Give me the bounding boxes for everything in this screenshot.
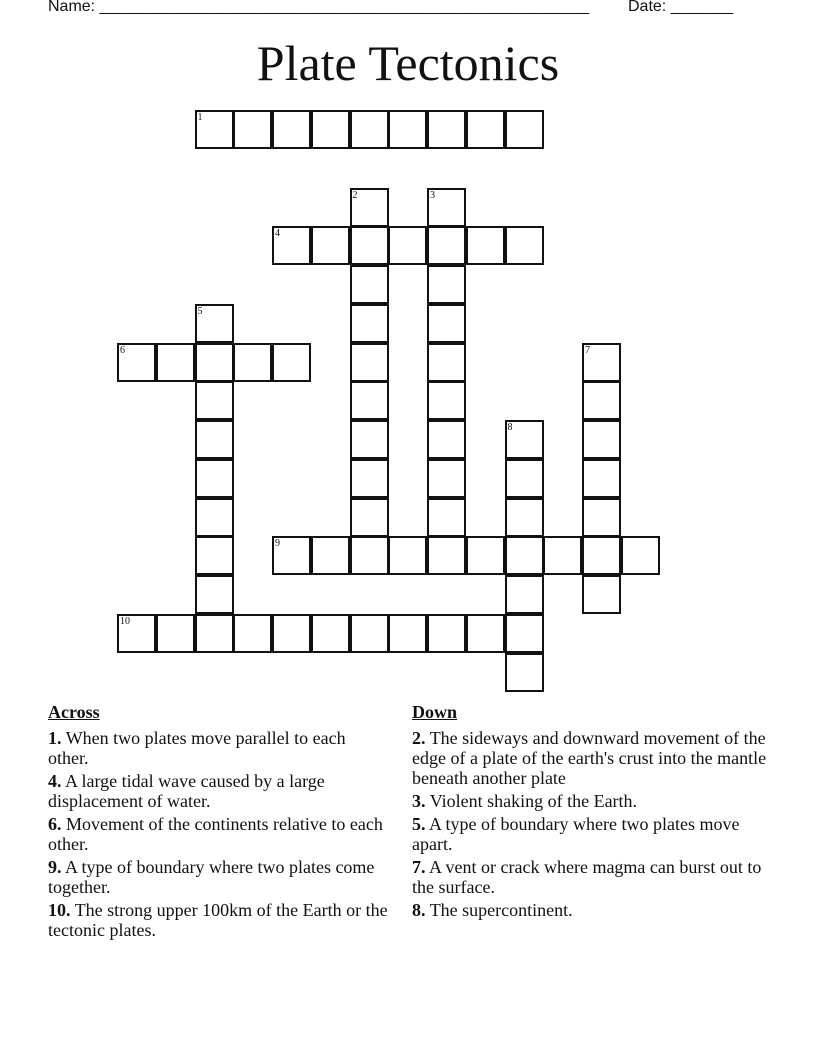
crossword-cell[interactable]	[505, 536, 544, 575]
across-clue	[48, 728, 388, 768]
crossword-cell[interactable]	[582, 498, 621, 537]
cell-number: 2	[352, 189, 358, 201]
crossword-cell[interactable]	[427, 304, 466, 343]
across-clue	[48, 857, 388, 897]
crossword-cell[interactable]	[505, 420, 544, 459]
clue-number: 5.	[412, 814, 426, 834]
crossword-cell[interactable]	[466, 614, 505, 653]
crossword-cell[interactable]	[311, 110, 350, 149]
crossword-cell[interactable]	[427, 381, 466, 420]
crossword-cell[interactable]	[427, 188, 466, 227]
crossword-cell[interactable]	[388, 226, 427, 265]
crossword-cell[interactable]	[195, 614, 234, 653]
crossword-cell[interactable]	[350, 498, 389, 537]
crossword-cell[interactable]	[427, 265, 466, 304]
cell-number: 1	[197, 112, 203, 123]
down-heading: Down	[412, 702, 458, 722]
crossword-cell[interactable]	[117, 343, 156, 382]
down-clue	[412, 814, 772, 854]
crossword-cell[interactable]	[272, 343, 311, 382]
cell-number: 5	[197, 305, 203, 317]
across-heading: Across	[48, 702, 100, 722]
crossword-cell[interactable]	[388, 614, 427, 653]
crossword-cell[interactable]	[427, 226, 466, 265]
crossword-cell[interactable]	[427, 343, 466, 382]
crossword-cell[interactable]	[621, 536, 660, 575]
crossword-cell[interactable]	[272, 226, 311, 265]
crossword-cell[interactable]	[582, 575, 621, 614]
clue-number: 1.	[48, 728, 62, 748]
crossword-cell[interactable]	[233, 110, 272, 149]
crossword-cell[interactable]	[427, 498, 466, 537]
crossword-cell[interactable]	[427, 110, 466, 149]
crossword-cell[interactable]	[311, 226, 350, 265]
cell-number: 10	[120, 615, 130, 627]
crossword-cell[interactable]	[388, 536, 427, 575]
across-clue	[48, 771, 388, 811]
clue-text: When two plates move parallel to each other.	[48, 728, 346, 768]
crossword-cell[interactable]	[505, 226, 544, 265]
cell-number: 8	[507, 422, 513, 433]
clue-number: 6.	[48, 814, 62, 834]
crossword-cell[interactable]	[233, 343, 272, 382]
clue-number: 4.	[48, 771, 62, 791]
cell-number: 3	[430, 189, 435, 201]
down-clue	[412, 728, 772, 788]
crossword-cell[interactable]	[505, 459, 544, 498]
page-title: Plate Tectonics	[256, 35, 560, 91]
crossword-cell[interactable]	[582, 459, 621, 498]
crossword-cell[interactable]	[272, 614, 311, 653]
crossword-cell[interactable]	[195, 110, 234, 149]
crossword-cell[interactable]	[427, 614, 466, 653]
crossword-cell[interactable]	[195, 381, 234, 420]
cell-number: 4	[275, 228, 280, 240]
crossword-cell[interactable]	[350, 420, 389, 459]
across-clue	[48, 814, 388, 854]
crossword-cell[interactable]	[350, 381, 389, 420]
crossword-cell[interactable]	[311, 536, 350, 575]
crossword-cell[interactable]	[466, 226, 505, 265]
crossword-cell[interactable]	[582, 381, 621, 420]
crossword-cell[interactable]	[582, 420, 621, 459]
crossword-cell[interactable]	[311, 614, 350, 653]
clue-text: Violent shaking of the Earth.	[429, 791, 638, 811]
crossword-cell[interactable]	[582, 343, 621, 382]
crossword-cell[interactable]	[505, 575, 544, 614]
crossword-cell[interactable]	[195, 420, 234, 459]
clue-number: 10.	[48, 900, 71, 920]
cell-number: 6	[120, 344, 125, 356]
crossword-cell[interactable]	[388, 110, 427, 149]
crossword-cell[interactable]	[505, 653, 544, 692]
crossword-cell[interactable]	[505, 498, 544, 537]
crossword-cell[interactable]	[505, 110, 544, 149]
clue-text: A vent or crack where magma can burst out to the surface.	[412, 857, 762, 897]
crossword-cell[interactable]	[582, 536, 621, 575]
cell-number: 7	[585, 344, 590, 356]
cell-number: 9	[275, 538, 280, 550]
crossword-cell[interactable]	[350, 110, 389, 149]
crossword-cell[interactable]	[350, 536, 389, 575]
clue-text: The strong upper 100km of the Earth or the tectonic plates.	[48, 900, 388, 940]
crossword-cell[interactable]	[350, 265, 389, 304]
clue-text: The supercontinent.	[429, 900, 573, 920]
clue-number: 9.	[48, 857, 62, 877]
down-clues	[412, 702, 772, 923]
crossword-cell[interactable]	[233, 614, 272, 653]
clue-number: 2.	[412, 728, 426, 748]
across-clue	[48, 900, 388, 940]
crossword-cell[interactable]	[195, 498, 234, 537]
clue-text: The sideways and downward movement of the edge of a plate of the earth's crust into the mantle beneath another plate	[412, 728, 767, 788]
crossword-cell[interactable]	[272, 110, 311, 149]
date-field-label: Date: _______	[628, 0, 733, 15]
crossword-cell[interactable]	[195, 575, 234, 614]
clue-number: 7.	[412, 857, 426, 877]
clue-text: Movement of the continents relative to each other.	[48, 814, 383, 854]
crossword-cell[interactable]	[466, 110, 505, 149]
crossword-cell[interactable]	[195, 343, 234, 382]
crossword-cell[interactable]	[117, 614, 156, 653]
crossword-cell[interactable]	[350, 226, 389, 265]
across-clues	[48, 702, 388, 943]
clue-text: A large tidal wave caused by a large displacement of water.	[48, 771, 325, 811]
crossword-cell[interactable]	[543, 536, 582, 575]
crossword-cell[interactable]	[350, 343, 389, 382]
down-clue	[412, 900, 772, 920]
crossword-cell[interactable]	[156, 343, 195, 382]
crossword-cell[interactable]	[427, 536, 466, 575]
clue-number: 3.	[412, 791, 426, 811]
clue-number: 8.	[412, 900, 426, 920]
crossword-cell[interactable]	[156, 614, 195, 653]
name-field-label: Name: _______________________________________________________	[48, 0, 589, 15]
crossword-cell[interactable]	[505, 614, 544, 653]
crossword-cell[interactable]	[427, 459, 466, 498]
crossword-cell[interactable]	[350, 188, 389, 227]
down-clue	[412, 791, 772, 811]
crossword-cell[interactable]	[466, 536, 505, 575]
clue-text: A type of boundary where two plates come together.	[48, 857, 375, 897]
crossword-cell[interactable]	[350, 304, 389, 343]
crossword-cell[interactable]	[195, 536, 234, 575]
down-clue	[412, 857, 772, 897]
crossword-cell[interactable]	[350, 614, 389, 653]
crossword-cell[interactable]	[350, 459, 389, 498]
crossword-cell[interactable]	[195, 459, 234, 498]
crossword-cell[interactable]	[272, 536, 311, 575]
crossword-cell[interactable]	[195, 304, 234, 343]
clue-text: A type of boundary where two plates move apart.	[412, 814, 740, 854]
crossword-cell[interactable]	[427, 420, 466, 459]
